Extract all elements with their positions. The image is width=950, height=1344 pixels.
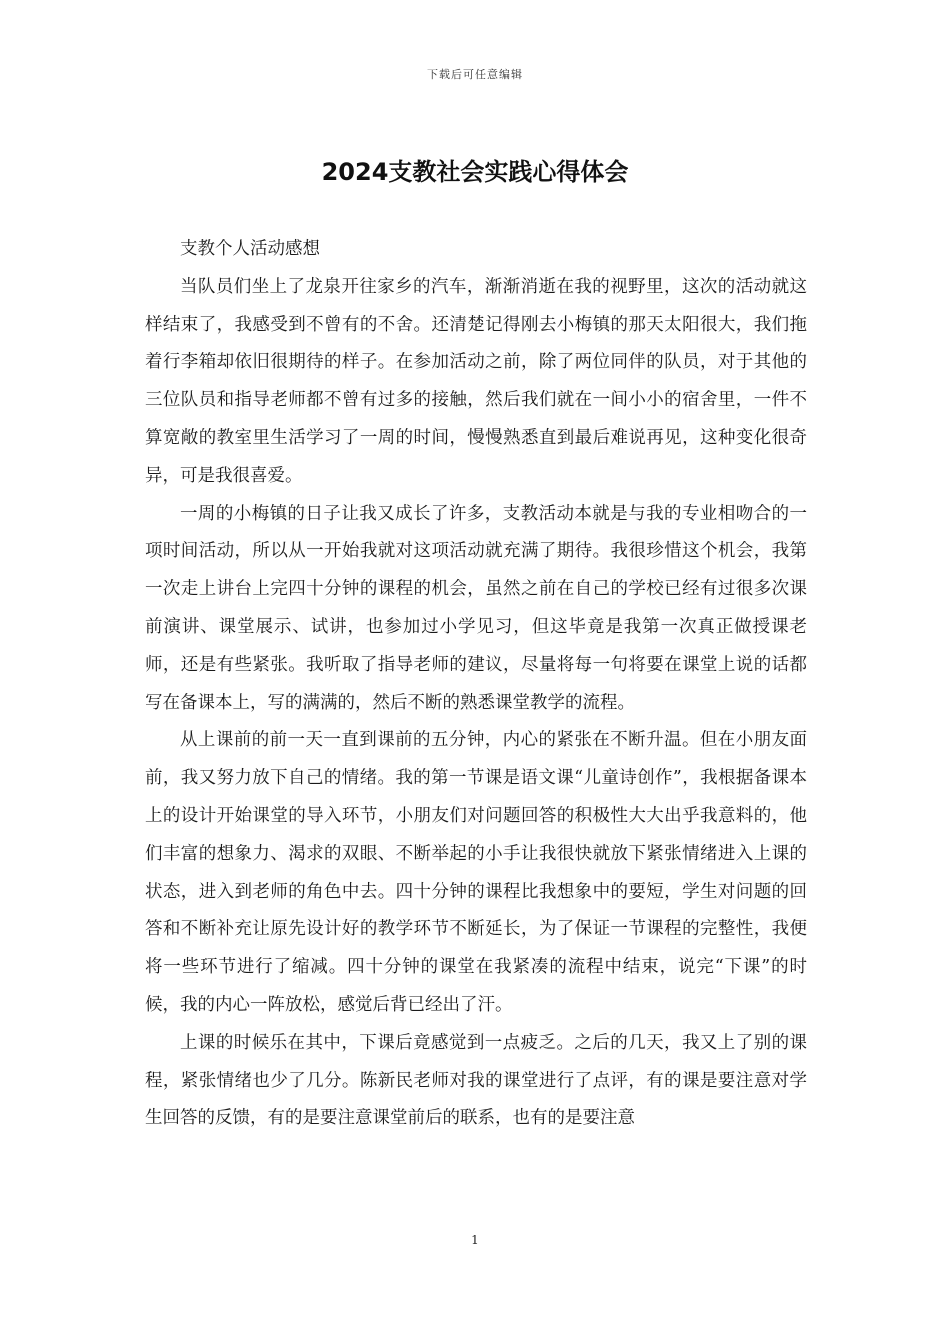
- header-note: 下载后可任意编辑: [427, 68, 523, 81]
- page-number: 1: [471, 1233, 479, 1247]
- paragraph: 从上课前的前一天一直到课前的五分钟，内心的紧张在不断升温。但在小朋友面前，我又努力放下自己的情绪。我的第一节课是语文课“儿童诗创作”，我根据备课本上的设计开始课堂的导入环节，小朋友们对问题回答的积极性大大出乎我意料的，他们丰富的想象力、渴求的双眼、不断举起的小手让我很快就放下紧张情绪进入上课的状态，进入到老师的角色中去。四十分钟的课程比我想象中的要短，学生对问题的回答和不断补充让原先设计好的教学环节不断延长，为了保证一节课程的完整性，我便将一些环节进行了缩减。四十分钟的课堂在我紧凑的流程中结束，说完“下课”的时候，我的内心一阵放松，感觉后背已经出了汗。: [145, 730, 807, 1015]
- paragraph: 一周的小梅镇的日子让我又成长了许多，支教活动本就是与我的专业相吻合的一项时间活动，所以从一开始我就对这项活动就充满了期待。我很珍惜这个机会，我第一次走上讲台上完四十分钟的课程的机会，虽然之前在自己的学校已经有过很多次课前演讲、课堂展示、试讲，也参加过小学见习，但这毕竟是我第一次真正做授课老师，还是有些紧张。我听取了指导老师的建议，尽量将每一句将要在课堂上说的话都写在备课本上，写的满满的，然后不断的熟悉课堂教学的流程。: [145, 503, 807, 713]
- body-text: [145, 231, 807, 1138]
- page-title: 2024支教社会实践心得体会: [321, 158, 629, 186]
- paragraph: 当队员们坐上了龙泉开往家乡的汽车，渐渐消逝在我的视野里，这次的活动就这样结束了，我感受到不曾有的不舍。还清楚记得刚去小梅镇的那天太阳很大，我们拖着行李箱却依旧很期待的样子。在参加活动之前，除了两位同伴的队员，对于其他的三位队员和指导老师都不曾有过多的接触，然后我们就在一间小小的宿舍里，一件不算宽敞的教室里生活学习了一周的时间，慢慢熟悉直到最后难说再见，这种变化很奇异，可是我很喜爱。: [145, 276, 807, 486]
- paragraph: 上课的时候乐在其中，下课后竟感觉到一点疲乏。之后的几天，我又上了别的课程，紧张情绪也少了几分。陈新民老师对我的课堂进行了点评，有的课是要注意对学生回答的反馈，有的是要注意课堂前后的联系，也有的是要注意: [145, 1032, 807, 1129]
- paragraph-subtitle: 支教个人活动感想: [180, 239, 320, 259]
